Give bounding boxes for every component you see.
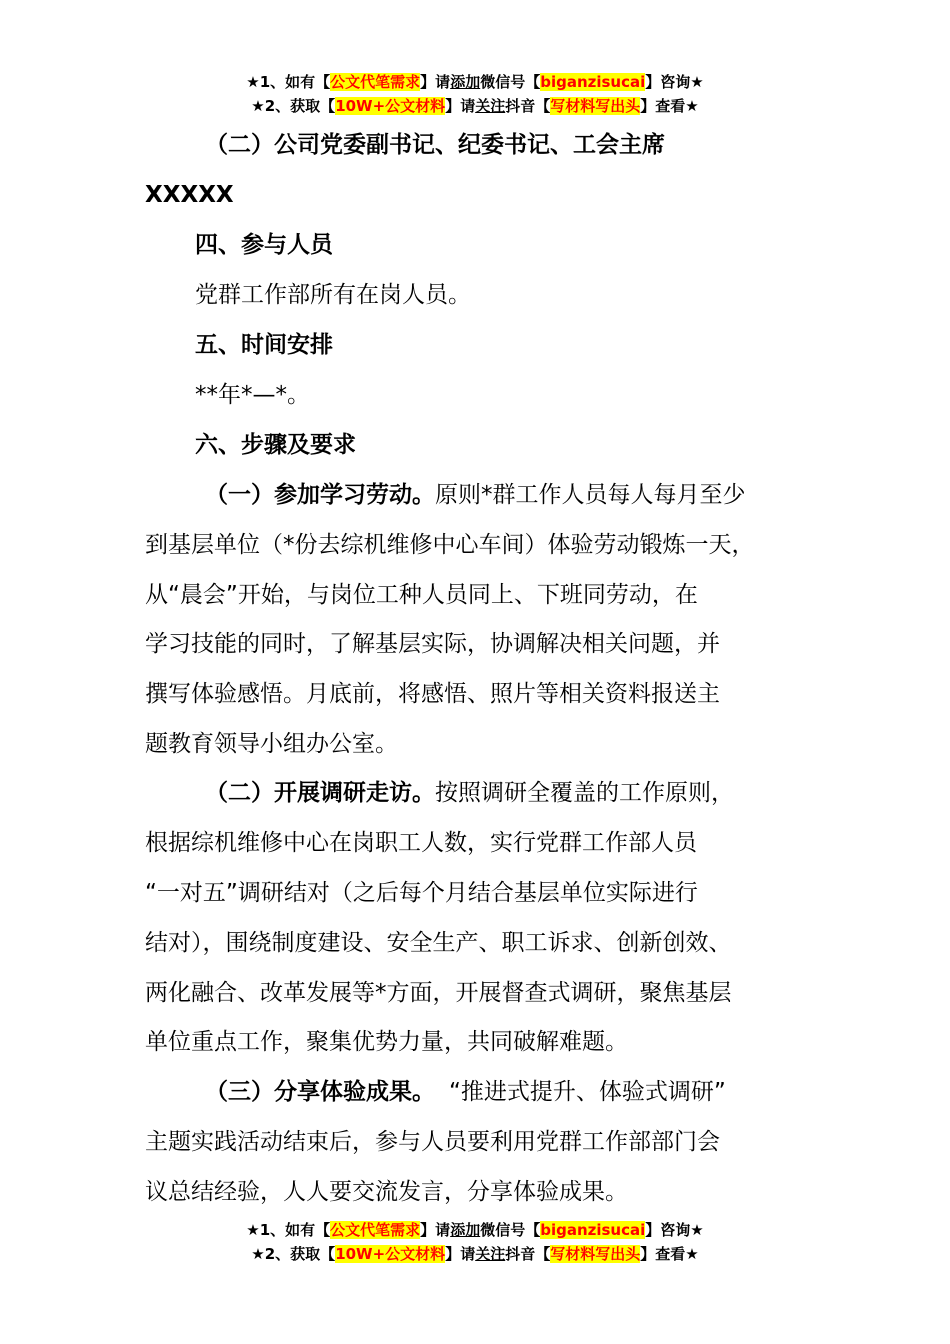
banner-underline: 添加 [450,73,481,91]
banner-text: ★1、如有【 [246,1221,331,1239]
doc-line-leader: （二）公司党委副书记、纪委书记、工会主席 [205,132,665,158]
banner-line-1 [0,70,950,94]
banner-highlight: 10W+公文材料 [335,97,446,115]
step-1-first-line [205,478,746,512]
banner-text: ★2、获取【 [251,97,336,115]
step-2-line: 根据综机维修中心在岗职工人数，实行党群工作部人员 [145,830,697,856]
step-1-line: 到基层单位（*份去综机维修中心车间）体验劳动锻炼一天， [145,532,755,558]
banner-highlight: biganzisucai [540,1221,646,1239]
banner-text: ★2、获取【 [251,1245,336,1263]
section-text-4: 党群工作部所有在岗人员。 [195,282,471,308]
step-1-line: 题教育领导小组办公室。 [145,731,398,757]
banner-line-1 [0,1218,950,1242]
banner-text: 】咨询★ [645,1221,704,1239]
doc-line-name: XXXXX [145,182,234,208]
banner-text: 微信号【 [480,1221,541,1239]
step-2-text: 按照调研全覆盖的工作原则， [435,780,734,806]
banner-highlight: 公文代笔需求 [330,73,421,91]
banner-text: 】咨询★ [645,73,704,91]
banner-text: 】查看★ [640,1245,699,1263]
step-3-text: “推进式提升、体验式调研” [449,1079,726,1105]
step-2-heading: （二）开展调研走访。 [205,780,435,806]
banner-highlight: biganzisucai [540,73,646,91]
step-2-line: 单位重点工作，聚集优势力量，共同破解难题。 [145,1029,628,1055]
banner-underline: 添加 [450,1221,481,1239]
banner-highlight: 写材料写出头 [550,1245,641,1263]
bottom-banner [0,1218,950,1266]
section-heading-5: 五、时间安排 [195,332,333,358]
banner-highlight: 10W+公文材料 [335,1245,446,1263]
banner-text: ★1、如有【 [246,73,331,91]
step-1-line: 撰写体验感悟。月底前，将感悟、照片等相关资料报送主 [145,681,720,707]
step-2-line: 两化融合、改革发展等*方面，开展督查式调研，聚焦基层 [145,980,732,1006]
step-1-heading: （一）参加学习劳动。 [205,482,435,508]
step-2-first-line [205,776,734,810]
step-2-line: “一对五”调研结对（之后每个月结合基层单位实际进行 [145,880,698,906]
banner-text: 抖音【 [505,97,551,115]
banner-text: 】查看★ [640,97,699,115]
section-heading-4: 四、参与人员 [195,232,333,258]
banner-highlight: 公文代笔需求 [330,1221,421,1239]
banner-text: 】请 [420,1221,451,1239]
step-3-line: 主题实践活动结束后，参与人员要利用党群工作部部门会 [145,1129,720,1155]
step-1-text: 原则*群工作人员每人每月至少 [435,482,746,508]
banner-text: 】请 [445,1245,476,1263]
step-2-line: 结对），围绕制度建设、安全生产、职工诉求、创新创效、 [145,930,732,956]
banner-line-2 [0,94,950,118]
step-3-heading: （三）分享体验成果。 [205,1079,435,1105]
banner-text: 】请 [420,73,451,91]
step-3-first-line [205,1075,726,1109]
step-1-line: 从“晨会”开始，与岗位工种人员同上、下班同劳动，在 [145,582,698,608]
banner-highlight: 写材料写出头 [550,97,641,115]
banner-text: 微信号【 [480,73,541,91]
step-1-line: 学习技能的同时，了解基层实际，协调解决相关问题，并 [145,631,720,657]
top-banner [0,70,950,118]
banner-text: 抖音【 [505,1245,551,1263]
section-heading-6: 六、步骤及要求 [195,432,356,458]
step-3-line: 议总结经验，人人要交流发言，分享体验成果。 [145,1179,628,1205]
banner-text: 】请 [445,97,476,115]
banner-line-2 [0,1242,950,1266]
banner-underline: 关注 [475,1245,506,1263]
section-text-5: **年*—*。 [195,382,310,408]
banner-underline: 关注 [475,97,506,115]
